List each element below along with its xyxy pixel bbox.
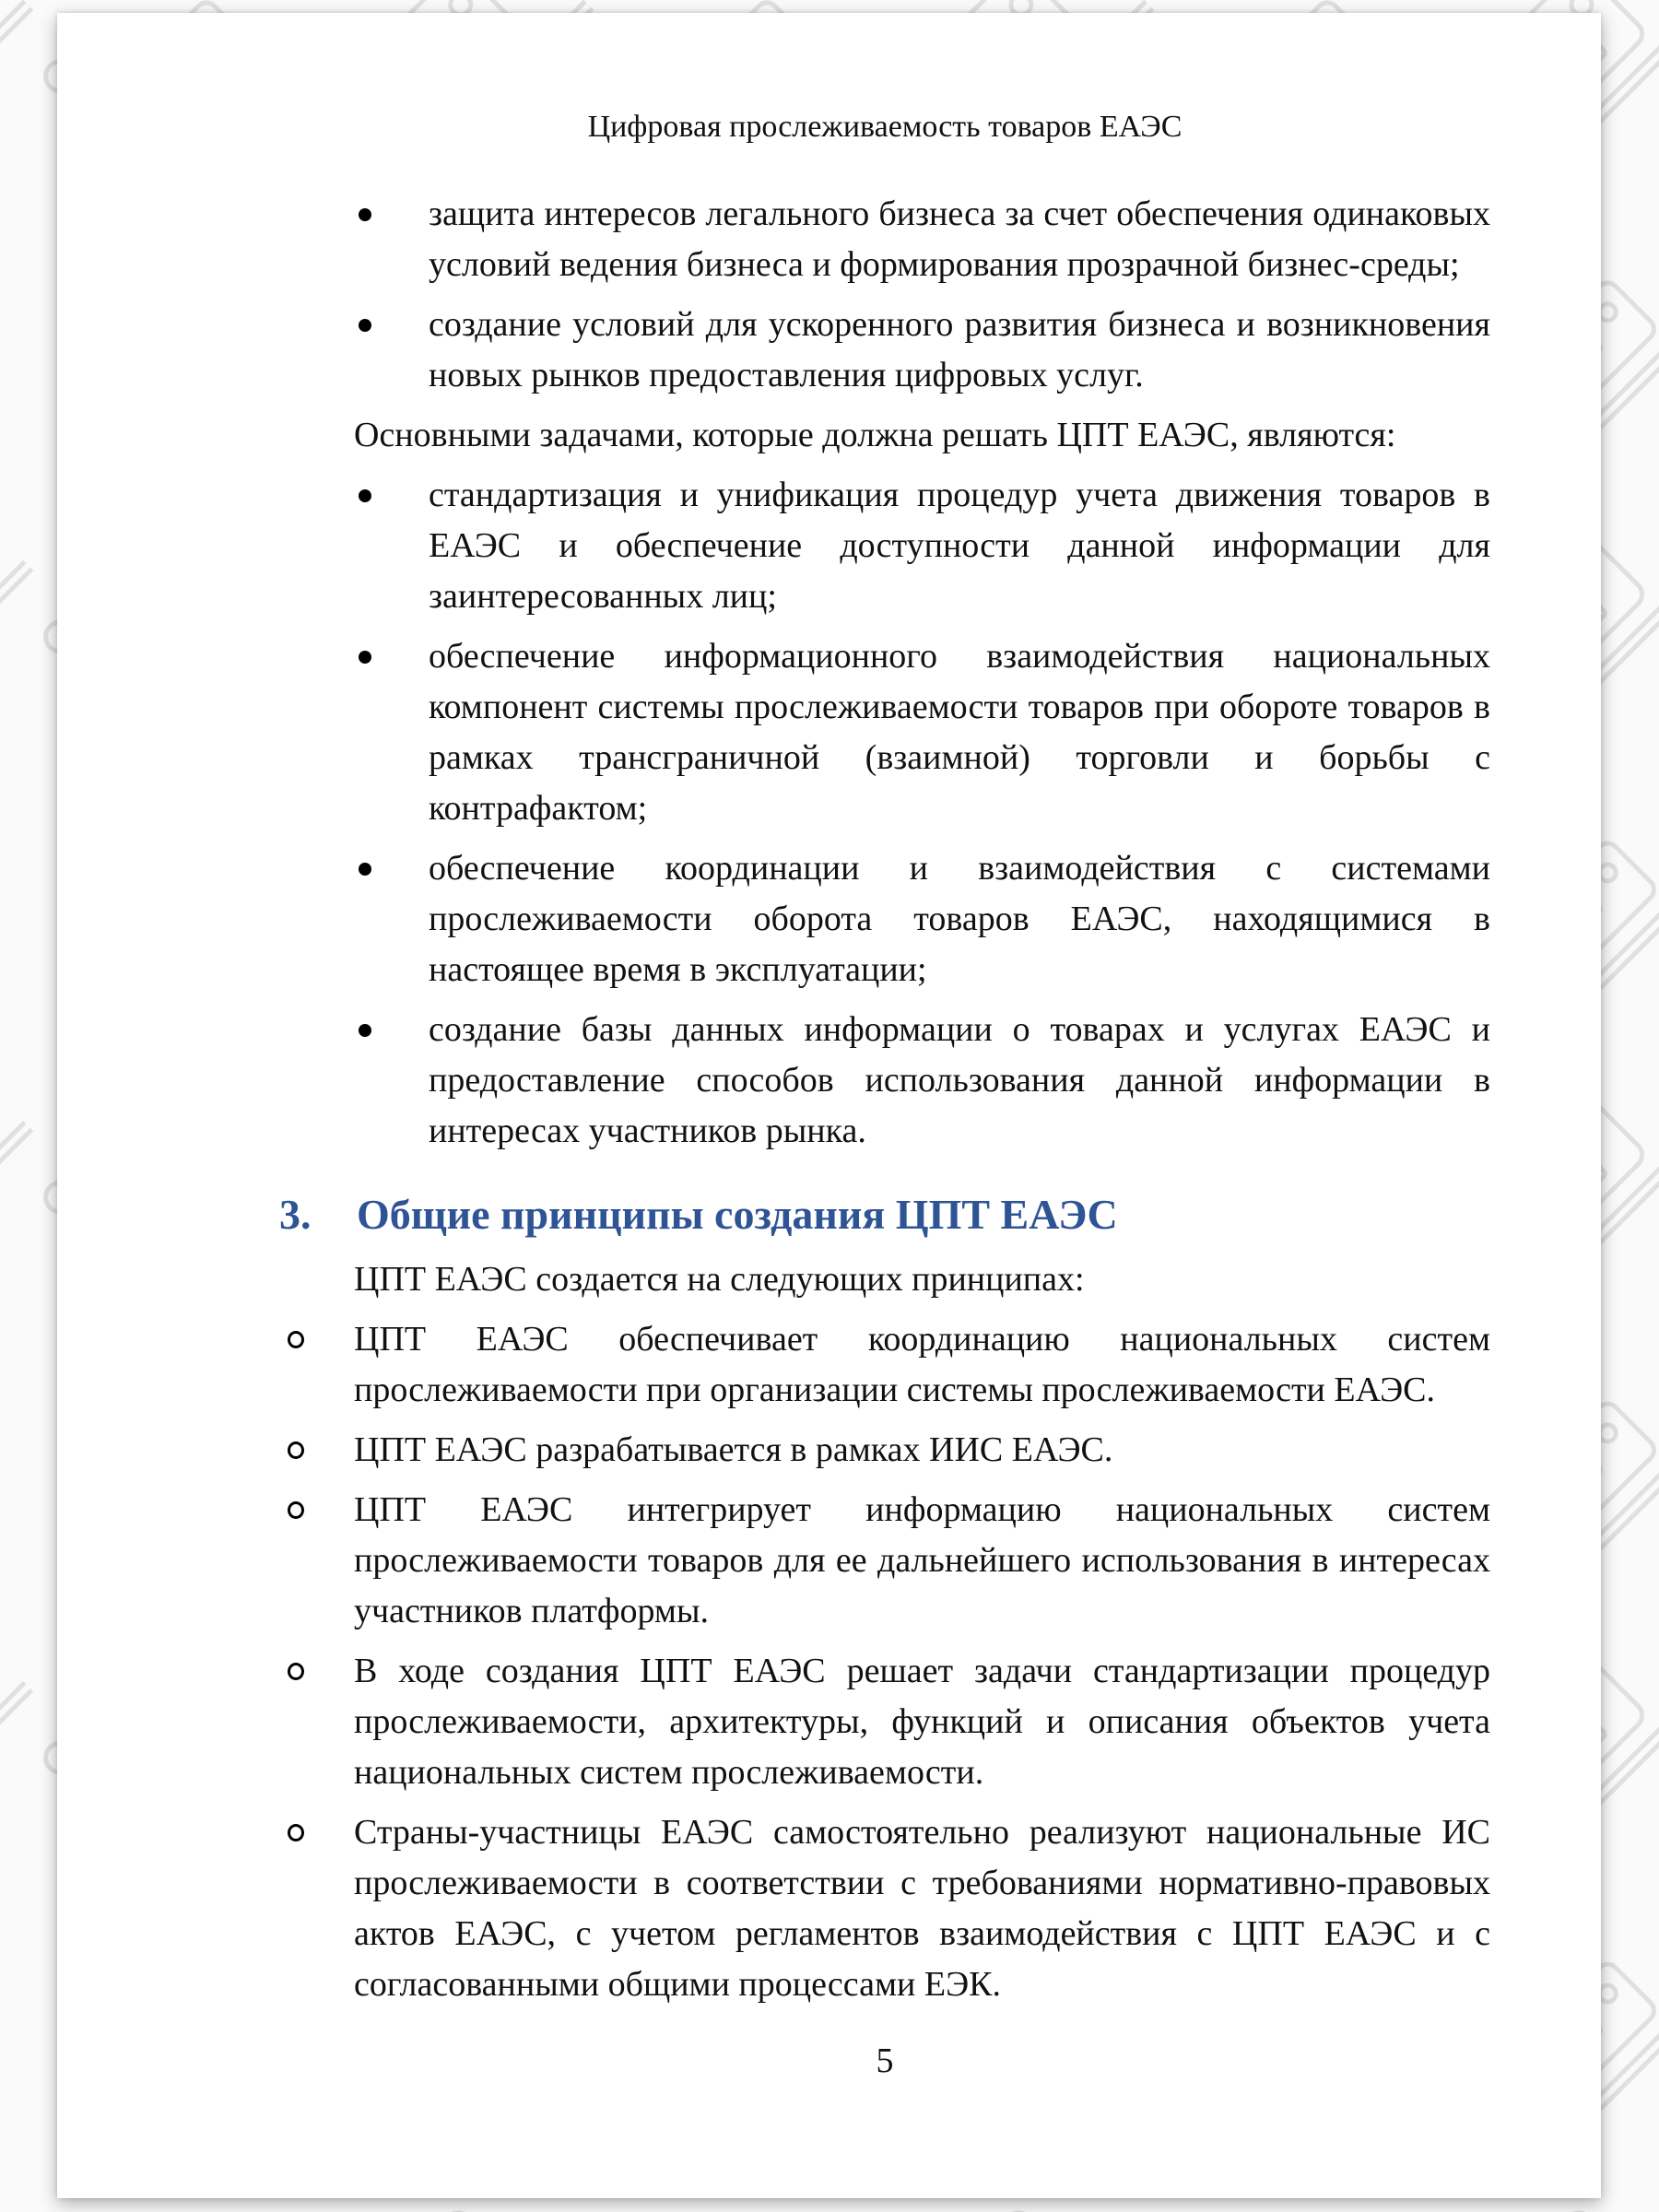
circle-list-item bbox=[279, 1314, 1490, 1416]
circle-marker-icon bbox=[288, 1824, 304, 1841]
list-item-text: обеспечение информационного взаимодействия национальных компонент системы прослеживаемости товаров при обороте товаров в рамках трансграничной (взаимной) торговли и борьбы с контрафактом; bbox=[429, 637, 1490, 828]
circle-marker-icon bbox=[288, 1663, 304, 1680]
section-heading-number: 3. bbox=[279, 1191, 312, 1238]
circle-marker-icon bbox=[288, 1331, 304, 1348]
circle-marker-icon bbox=[288, 1501, 304, 1519]
bullet-marker-icon bbox=[359, 863, 371, 876]
list-item-text: создание базы данных информации о товарах и услугах ЕАЭС и предоставление способов использования данной информации в интересах участников рынка. bbox=[429, 1010, 1490, 1150]
paragraph: ЦПТ ЕАЭС создается на следующих принципах: bbox=[354, 1260, 1085, 1299]
list-item-text: создание условий для ускоренного развития бизнеса и возникновения новых рынков предоставления цифровых услуг. bbox=[429, 305, 1490, 394]
bullet-marker-icon bbox=[359, 489, 371, 502]
circle-list-item bbox=[279, 1425, 1490, 1476]
list-item-text: ЦПТ ЕАЭС разрабатывается в рамках ИИС ЕАЭС. bbox=[354, 1430, 1113, 1469]
circle-marker-icon bbox=[288, 1441, 304, 1459]
bullet-list-item bbox=[279, 300, 1490, 401]
bullet-list-item bbox=[279, 631, 1490, 834]
section-heading bbox=[279, 1186, 1490, 1243]
list-item-text: обеспечение координации и взаимодействия с системами прослеживаемости оборота товаров ЕАЭС, находящимися в настоящее время в эксплуатации; bbox=[429, 849, 1490, 989]
bullet-list-item bbox=[279, 1005, 1490, 1157]
list-item-text: Страны-участницы ЕАЭС самостоятельно реализуют национальные ИС прослеживаемости в соответствии с требованиями нормативно-правовых актов ЕАЭС, с учетом регламентов взаимодействия с ЦПТ ЕАЭС и с согласованными общими процессами ЕЭК. bbox=[354, 1813, 1490, 2004]
bullet-list-item bbox=[279, 189, 1490, 290]
running-header: Цифровая прослеживаемость товаров ЕАЭС bbox=[587, 110, 1182, 144]
document-page bbox=[57, 13, 1601, 2198]
bullet-marker-icon bbox=[359, 319, 371, 332]
bullet-marker-icon bbox=[359, 208, 371, 221]
list-item-text: стандартизация и унификация процедур учета движения товаров в ЕАЭС и обеспечение доступности данной информации для заинтересованных лиц; bbox=[429, 476, 1490, 616]
list-item-text: защита интересов легального бизнеса за счет обеспечения одинаковых условий ведения бизнеса и формирования прозрачной бизнес-среды; bbox=[429, 194, 1490, 284]
paragraph: Основными задачами, которые должна решать ЦПТ ЕАЭС, являются: bbox=[354, 416, 1396, 454]
circle-list-item bbox=[279, 1807, 1490, 2010]
circle-list-item bbox=[279, 1646, 1490, 1798]
bullet-marker-icon bbox=[359, 651, 371, 664]
list-item-text: В ходе создания ЦПТ ЕАЭС решает задачи стандартизации процедур прослеживаемости, архитектуры, функций и описания объектов учета национальных систем прослеживаемости. bbox=[354, 1652, 1490, 1792]
bullet-list-item bbox=[279, 470, 1490, 622]
bullet-marker-icon bbox=[359, 1024, 371, 1037]
document-content bbox=[279, 189, 1490, 2010]
list-item-text: ЦПТ ЕАЭС обеспечивает координацию национальных систем прослеживаемости при организации системы прослеживаемости ЕАЭС. bbox=[354, 1320, 1490, 1409]
circle-list-item bbox=[279, 1485, 1490, 1637]
list-item-text: ЦПТ ЕАЭС интегрирует информацию национальных систем прослеживаемости товаров для ее дальнейшего использования в интересах участников платформы. bbox=[354, 1490, 1490, 1630]
bullet-list-item bbox=[279, 843, 1490, 995]
section-heading-title: Общие принципы создания ЦПТ ЕАЭС bbox=[357, 1191, 1118, 1238]
page-number: 5 bbox=[876, 2041, 894, 2080]
